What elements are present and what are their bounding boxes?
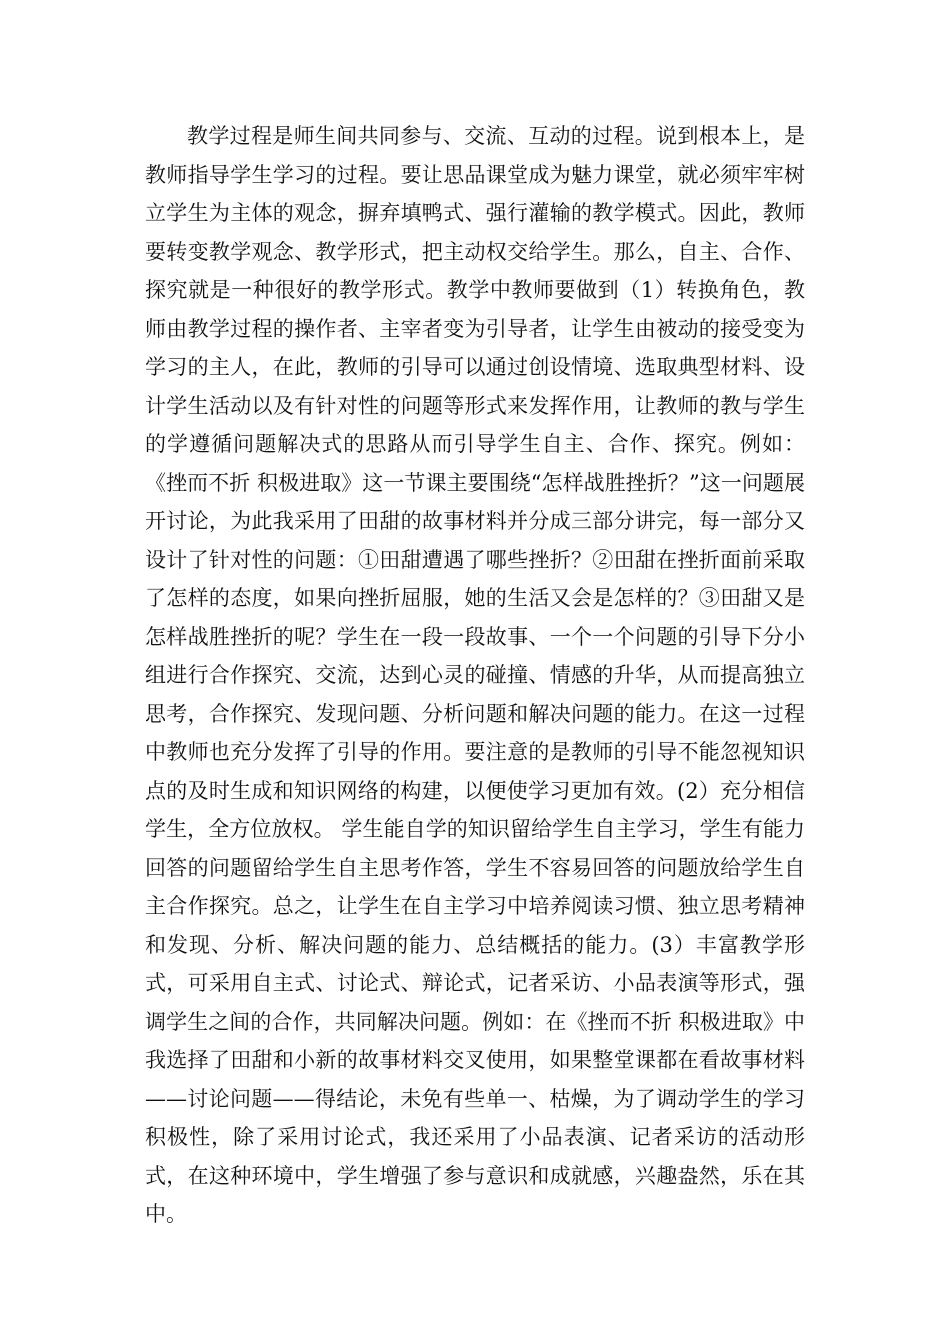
body-paragraph: 教学过程是师生间共同参与、交流、互动的过程。说到根本上，是教师指导学生学习的过程。要让思品课堂成为魅力课堂，就必须牢牢树立学生为主体的观念，摒弃填鸭式、强行灌输的教学模式。因此，教师要转变教学观念、教学形式，把主动权交给学生。那么，自主、合作、探究就是一种很好的教学形式。教学中教师要做到（1）转换角色，教师由教学过程的操作者、主宰者变为引导者，让学生由被动的接受变为学习的主人，在此，教师的引导可以通过创设情境、选取典型材料、设计学生活动以及有针对性的问题等形式来发挥作用，让教师的教与学生的学遵循问题解决式的思路从而引导学生自主、合作、探究。例如：《挫而不折 积极进取》这一节课主要围绕“怎样战胜挫折？”这一问题展开讨论，为此我采用了田甜的故事材料并分成三部分讲完，每一部分又设计了针对性的问题：①田甜遭遇了哪些挫折？②田甜在挫折面前采取了怎样的态度，如果向挫折屈服，她的生活又会是怎样的？③田甜又是怎样战胜挫折的呢？学生在一段一段故事、一个一个问题的引导下分小组进行合作探究、交流，达到心灵的碰撞、情感的升华，从而提高独立思考，合作探究、发现问题、分析问题和解决问题的能力。在这一过程中教师也充分发挥了引导的作用。要注意的是教师的引导不能忽视知识点的及时生成和知识网络的构建，以便使学习更加有效。(2）充分相信学生，全方位放权。 学生能自学的知识留给学生自主学习，学生有能力回答的问题留给学生自主思考作答，学生不容易回答的问题放给学生自主合作探究。总之，让学生在自主学习中培养阅读习惯、独立思考精神和发现、分析、解决问题的能力、总结概括的能力。(3）丰富教学形式，可采用自主式、讨论式、辩论式，记者采访、小品表演等形式，强调学生之间的合作，共同解决问题。例如：在《挫而不折 积极进取》中我选择了田甜和小新的故事材料交叉使用，如果整堂课都在看故事材料——讨论问题——得结论，未免有些单一、枯燥，为了调动学生的学习积极性，除了采用讨论式，我还采用了小品表演、记者采访的活动形式，在这种环境中，学生增强了参与意识和成就感，兴趣盎然，乐在其中。 — [145, 124, 805, 1226]
